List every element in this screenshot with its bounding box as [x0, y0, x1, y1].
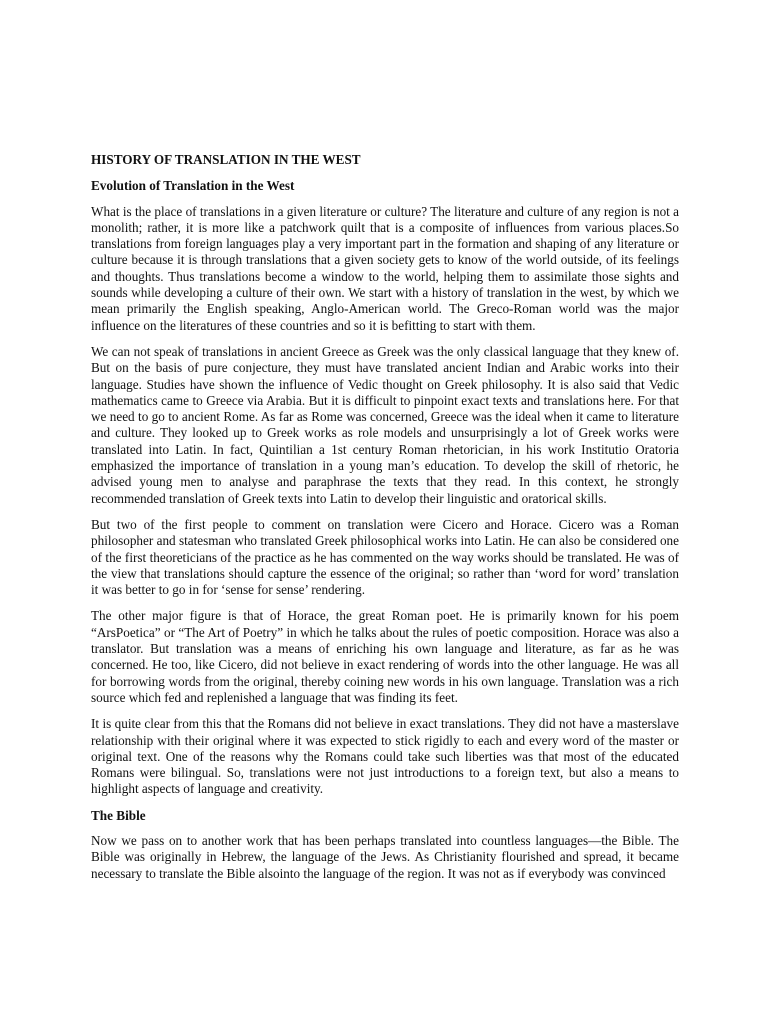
paragraph: Now we pass on to another work that has been perhaps translated into countless languages—the Bible. The Bible was originally in Hebrew, the language of the Jews. As Christianity flourished and spread, it became necessary to translate the Bible alsointo the language of the region. It was not as if everybody was convinced — [91, 832, 679, 881]
paragraph: We can not speak of translations in ancient Greece as Greek was the only classical language that they knew of. But on the basis of pure conjecture, they must have translated ancient Indian and Arabic works into their language. Studies have shown the influence of Vedic thought on Greek philosophy. It is also said that Vedic mathematics came to Greece via Arabia. But it is difficult to pinpoint exact texts and translations here. For that we need to go to ancient Rome. As far as Rome was concerned, Greece was the ideal when it came to literature and culture. They looked up to Greek works as role models and unsurprisingly a lot of Greek works were translated into Latin. In fact, Quintilian a 1st century Roman rhetorician, in his work Institutio Oratoria emphasized the importance of translation in a young man’s education. To develop the skill of rhetoric, he advised young men to analyse and paraphrase the texts that they read. In this context, he strongly recommended translation of Greek texts into Latin to develop their linguistic and oratorical skills. — [91, 343, 679, 506]
paragraph: It is quite clear from this that the Romans did not believe in exact translations. They did not have a masterslave relationship with their original where it was expected to stick rigidly to each and every word of the master or original text. One of the reasons why the Romans could take such liberties was that most of the educated Romans were bilingual. So, translations were not just introductions to a foreign text, but also a means to highlight aspects of language and creativity. — [91, 716, 679, 797]
section-heading-evolution: Evolution of Translation in the West — [91, 178, 295, 194]
section-heading-bible: The Bible — [91, 807, 146, 823]
paragraph: But two of the first people to comment on translation were Cicero and Horace. Cicero was a Roman philosopher and statesman who translated Greek philosophical works into Latin. He can also be considered one of the first theoreticians of the practice as he has commented on the way works should be translated. He was of the view that translations should capture the essence of the original; so rather than ‘word for word’ translation it was better to go in for ‘sense for sense’ rendering. — [91, 516, 679, 598]
paragraph: What is the place of translations in a given literature or culture? The literature and culture of any region is not a monolith; rather, it is more like a patchwork quilt that is a composite of influences from various places.So translations from foreign languages play a very important part in the formation and shaping of any literature or culture because it is through translations that a given society gets to know of the world outside, of its feelings and thoughts. Thus translations become a window to the world, helping them to assimilate those sights and sounds while developing a culture of their own. We start with a history of translation in the west, by which we mean primarily the English speaking, Anglo-American world. The Greco-Roman world was the major influence on the literatures of these countries and so it is befitting to start with them. — [91, 203, 679, 333]
document-title: HISTORY OF TRANSLATION IN THE WEST — [91, 152, 361, 167]
document-page — [91, 152, 679, 892]
paragraph: The other major figure is that of Horace, the great Roman poet. He is primarily known for his poem “ArsPoetica” or “The Art of Poetry” in which he talks about the rules of poetic composition. Horace was also a translator. But translation was a means of enriching his own language and literature, as far as he was concerned. He too, like Cicero, did not believe in exact rendering of words into the other language. He was all for borrowing words from the original, thereby coining new words in his own language. Translation was a rich source which fed and replenished a language that was finding its feet. — [91, 608, 679, 705]
